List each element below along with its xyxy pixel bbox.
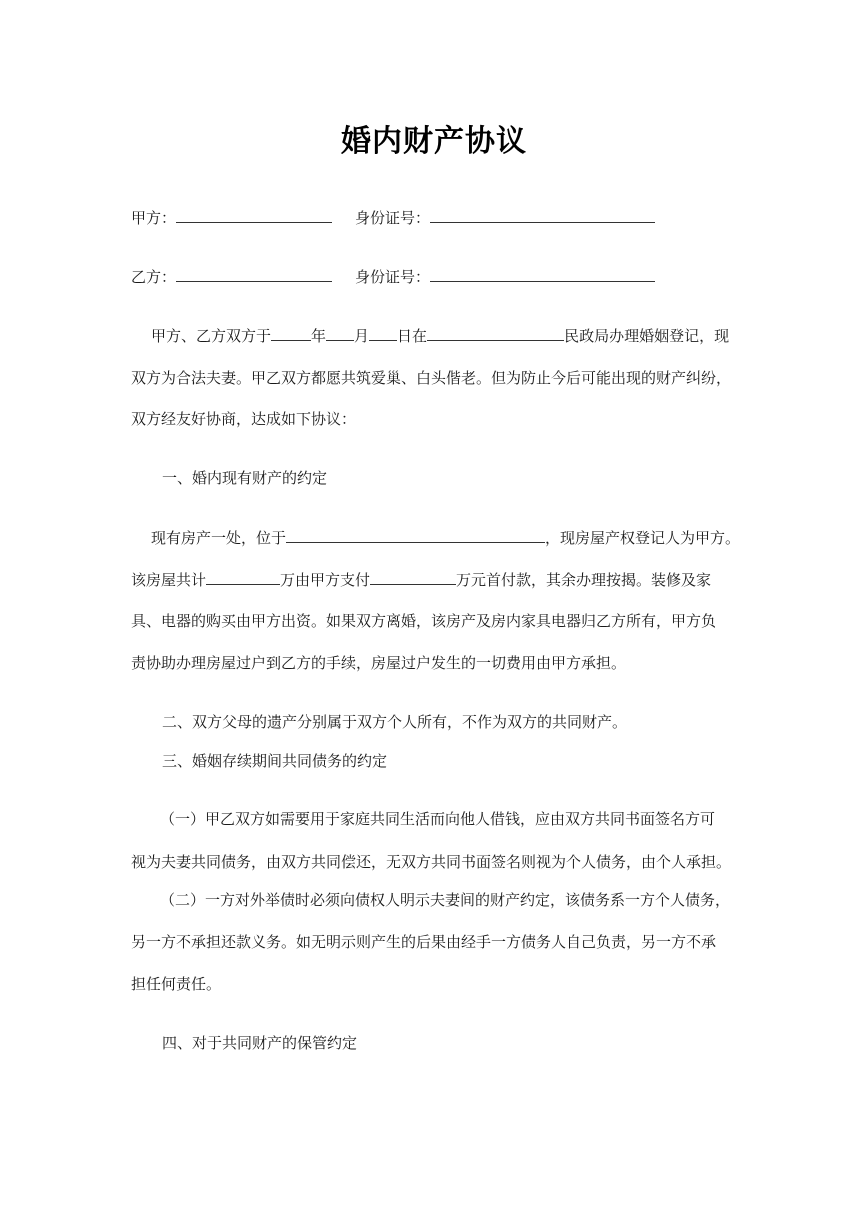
party-b-label: 乙方： [131,268,177,286]
down-payment-field[interactable] [370,569,456,585]
section-1-line-2 [131,569,711,590]
section-3-p2-line-1: （二）一方对外举债时必须向债权人明示夫妻间的财产约定，该债务系一方个人债务， [160,891,731,909]
intro-line-2: 双方为合法夫妻。甲乙双方都愿共筑爱巢、白头偕老。但为防止今后可能出现的财产纠纷， [131,369,732,387]
section-3-heading: 三、婚姻存续期间共同债务的约定 [162,752,388,770]
party-b-row [131,266,655,287]
section-1-line-3: 具、电器的购买由甲方出资。如果双方离婚，该房产及房内家具电器归乙方所有，甲方负 [131,612,717,630]
party-a-name-field[interactable] [176,207,332,223]
property-text-b: ，现房屋产权登记人为甲方。 [545,529,741,547]
party-a-label: 甲方： [131,209,177,227]
registration-day-field[interactable] [369,325,397,341]
section-3-p2-line-2: 另一方不承担还款义务。如无明示则产生的后果由经手一方债务人自己负责，另一方不承 [131,933,717,951]
section-3-p1-line-2: 视为夫妻共同债务，由双方共同偿还，无双方共同书面签名则视为个人债务，由个人承担。 [131,853,732,871]
price-text-c: 万元首付款，其余办理按揭。装修及家 [456,571,712,589]
section-3-p2-line-3: 担任何责任。 [131,975,222,993]
intro-text-a: 甲方、乙方双方于 [151,327,272,345]
document-title: 婚内财产协议 [341,124,527,159]
registration-bureau-field[interactable] [427,325,564,341]
intro-line-1 [151,325,729,346]
party-a-row [131,207,655,228]
section-1-line-4: 责协助办理房屋过户到乙方的手续，房屋过户发生的一切费用由甲方承担。 [131,654,627,672]
section-3-p1-line-1: （一）甲乙双方如需要用于家庭共同生活而向他人借钱，应由双方共同书面签名方可 [160,810,716,828]
year-label: 年 [311,327,327,345]
party-a-id-label: 身份证号： [355,209,431,227]
party-a-id-field[interactable] [430,207,655,223]
section-1-heading: 一、婚内现有财产的约定 [162,469,328,487]
day-label: 日在 [397,327,428,345]
party-b-name-field[interactable] [176,266,332,282]
price-text-b: 万由甲方支付 [280,571,371,589]
section-4-heading: 四、对于共同财产的保管约定 [162,1034,358,1052]
section-2-heading: 二、双方父母的遗产分别属于双方个人所有，不作为双方的共同财产。 [162,713,628,731]
section-1-line-1 [151,527,740,548]
registration-year-field[interactable] [271,325,311,341]
registration-month-field[interactable] [326,325,354,341]
property-location-field[interactable] [286,527,545,543]
month-label: 月 [354,327,370,345]
property-price-field[interactable] [206,569,280,585]
party-b-id-label: 身份证号： [355,268,431,286]
intro-text-b: 民政局办理婚姻登记，现 [564,327,730,345]
price-text-a: 该房屋共计 [131,571,207,589]
party-b-id-field[interactable] [430,266,655,282]
property-text-a: 现有房产一处，位于 [151,529,287,547]
intro-line-3: 双方经友好协商，达成如下协议： [131,410,357,428]
